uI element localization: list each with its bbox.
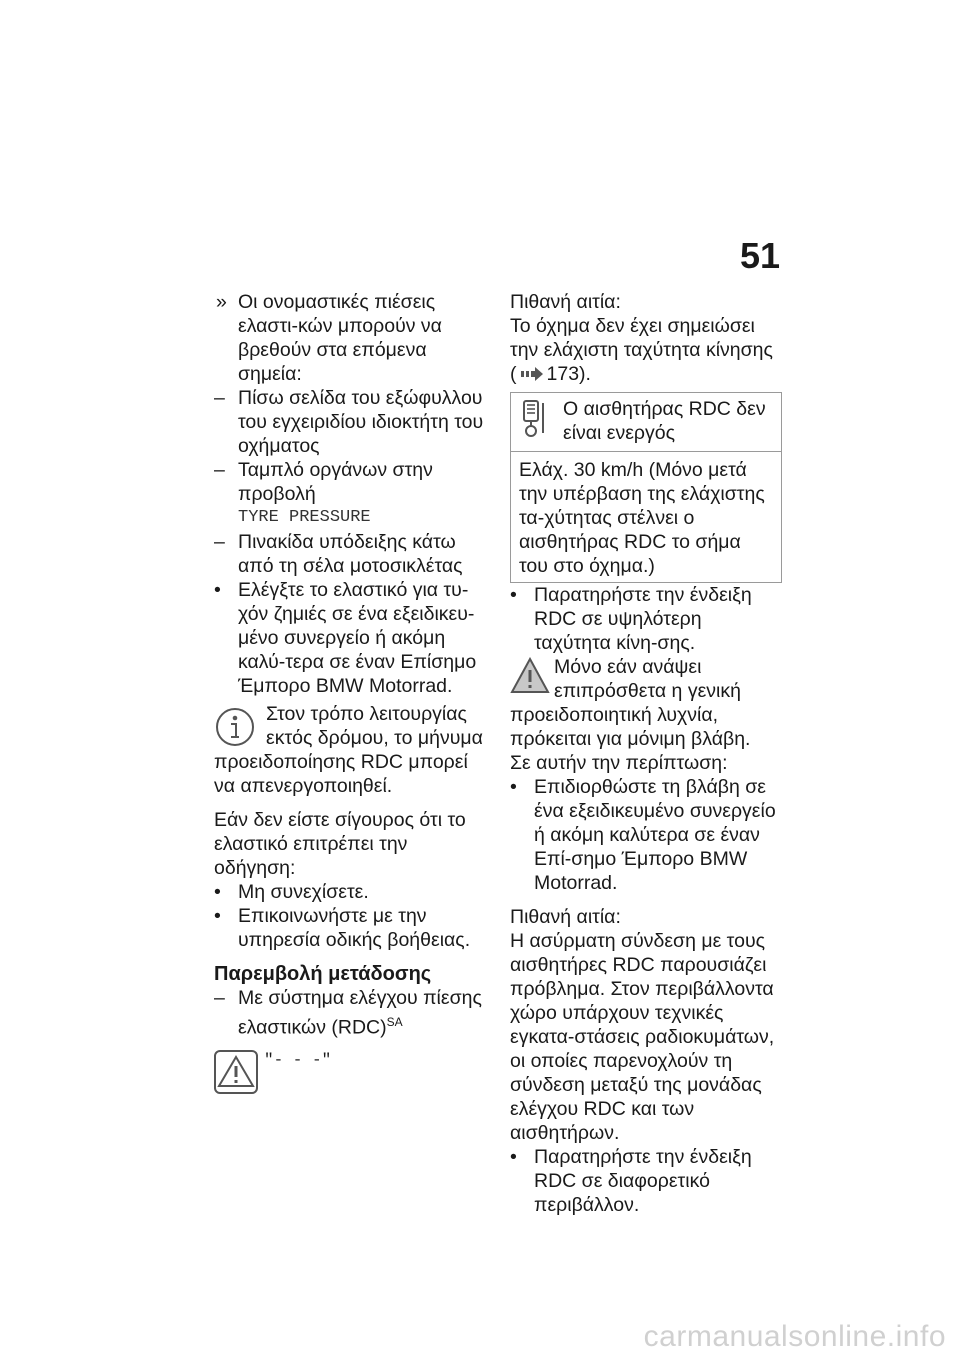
list-item-text: Επικοινωνήστε με την υπηρεσία οδικής βοήθειας. <box>238 905 471 951</box>
bullet-marker: • <box>510 776 517 798</box>
bullet-marker: • <box>214 905 221 927</box>
list-item <box>510 1145 782 1217</box>
info-icon <box>214 706 256 748</box>
info-note-rest: προειδοποίησης RDC μπορεί να απενεργοποιηθεί. <box>214 751 468 797</box>
bullet-marker: • <box>214 579 221 601</box>
case-text: Σε αυτήν την περίπτωση: <box>510 752 728 774</box>
cause-label: Πιθανή αιτία: <box>510 906 621 928</box>
warning-triangle-icon <box>214 1050 258 1094</box>
list-item <box>510 583 782 655</box>
cause-label: Πιθανή αιτία: <box>510 291 621 313</box>
watermark: carmanualsonline.info <box>643 1320 946 1353</box>
left-column <box>214 290 492 1094</box>
reference-page: 173). <box>546 363 591 385</box>
bullet-marker: • <box>510 1146 517 1168</box>
display-value: "- - -" <box>264 1050 332 1069</box>
list-item <box>214 986 492 1040</box>
cause-text: Το όχημα δεν έχει σημειώσει την ελάχιστη ταχύτητα κίνησης <box>510 315 773 361</box>
list-item-text: Ταμπλό οργάνων στην προβολή <box>238 459 433 505</box>
bullet-marker: • <box>214 881 221 903</box>
dash-marker: – <box>214 459 225 481</box>
list-item-text: Με σύστημα ελέγχου πίεσης ελαστικών (RDC) <box>238 987 482 1039</box>
bullet-marker: • <box>510 584 517 606</box>
display-text-tyre-pressure: TYRE PRESSURE <box>238 508 371 527</box>
rdc-status-body: Ελάχ. 30 km/h (Μόνο μετά την υπέρβαση της ελάχιστης τα-χύτητας στέλνει ο αισθητήρας RDC το σήμα του στο όχημα.) <box>519 459 765 577</box>
intro-text: Οι ονομαστικές πιέσεις ελαστι-κών μπορούν να βρεθούν στα επόμενα σημεία: <box>238 291 442 385</box>
list-item-text: Παρατηρήστε την ένδειξη RDC σε υψηλότερη ταχύτητα κίνη-σης. <box>534 584 752 654</box>
right-column <box>510 290 782 1217</box>
warning-triangle-icon <box>510 657 550 695</box>
list-item <box>214 578 492 698</box>
list-item <box>214 386 492 458</box>
list-item-text: Ελέγξτε το ελαστικό για τυ-χόν ζημιές σε ένα εξειδικευ-μένο συνεργείο ή ακόμη καλύ-τερα σε έναν Επίσημο Έμπορο BMW Motorrad. <box>238 579 477 697</box>
page-reference: ( 173). <box>510 363 591 385</box>
rdc-status-box <box>510 392 782 583</box>
rdc-status-header <box>511 393 781 452</box>
info-note <box>214 702 492 798</box>
dash-marker: – <box>214 531 225 553</box>
info-note-line1: Στον τρόπο λειτουργίας <box>266 703 467 725</box>
warning-note-rest: προειδοποιητική λυχνία, πρόκειται για μόνιμη βλάβη. <box>510 704 751 750</box>
intro-marker: » <box>216 291 227 313</box>
warning-display <box>214 1050 492 1094</box>
list-item-text: Πινακίδα υπόδειξης κάτω από τη σέλα μοτοσικλέτας <box>238 531 463 577</box>
warning-note-line2: επιπρόσθετα η γενική <box>554 680 741 702</box>
list-item-text: Πίσω σελίδα του εξώφυλλου του εγχειριδίου ιδιοκτήτη του οχήματος <box>238 387 484 457</box>
list-item-text: Επιδιορθώστε τη βλάβη σε ένα εξειδικευμένο συνεργείο ή ακόμη καλύτερα σε έναν Επί-σημο Έμπορο BMW Motorrad. <box>534 776 776 894</box>
page-number: 51 <box>740 235 781 276</box>
section-heading: Παρεμβολή μετάδοσης <box>214 963 432 985</box>
list-item <box>214 904 492 952</box>
list-item <box>214 880 492 904</box>
intro-paragraph <box>214 290 492 386</box>
dash-marker: – <box>214 387 225 409</box>
dash-marker: – <box>214 987 225 1009</box>
sa-superscript: SA <box>386 1015 403 1029</box>
cause-text: Η ασύρματη σύνδεση με τους αισθητήρες RDC παρουσιάζει πρόβλημα. Στον περιβάλλοντα χώρο υπάρχουν τεχνικές εγκατα-στάσεις ραδιοκυμάτων, οι οποίες παρενοχλούν τη σύνδεση μεταξύ της μονάδας ελέγχου RDC και των αισθητήρων. <box>510 930 775 1144</box>
tyre-sensor-icon <box>521 399 551 439</box>
warning-note-line1: Μόνο εάν ανάψει <box>554 656 702 678</box>
rdc-status-title: Ο αισθητήρας RDC δεν είναι ενεργός <box>563 398 766 444</box>
warning-note <box>510 655 782 751</box>
list-item-text: Παρατηρήστε την ένδειξη RDC σε διαφορετικό περιβάλλον. <box>534 1146 752 1216</box>
info-note-line2: εκτός δρόμου, το μήνυμα <box>266 727 483 749</box>
arrow-reference-icon <box>521 367 543 381</box>
list-item <box>510 775 782 895</box>
list-item <box>214 530 492 578</box>
list-item-text: Μη συνεχίσετε. <box>238 881 369 903</box>
paragraph: Εάν δεν είστε σίγουρος ότι το ελαστικό επιτρέπει την οδήγηση: <box>214 809 466 879</box>
list-item <box>214 458 492 506</box>
